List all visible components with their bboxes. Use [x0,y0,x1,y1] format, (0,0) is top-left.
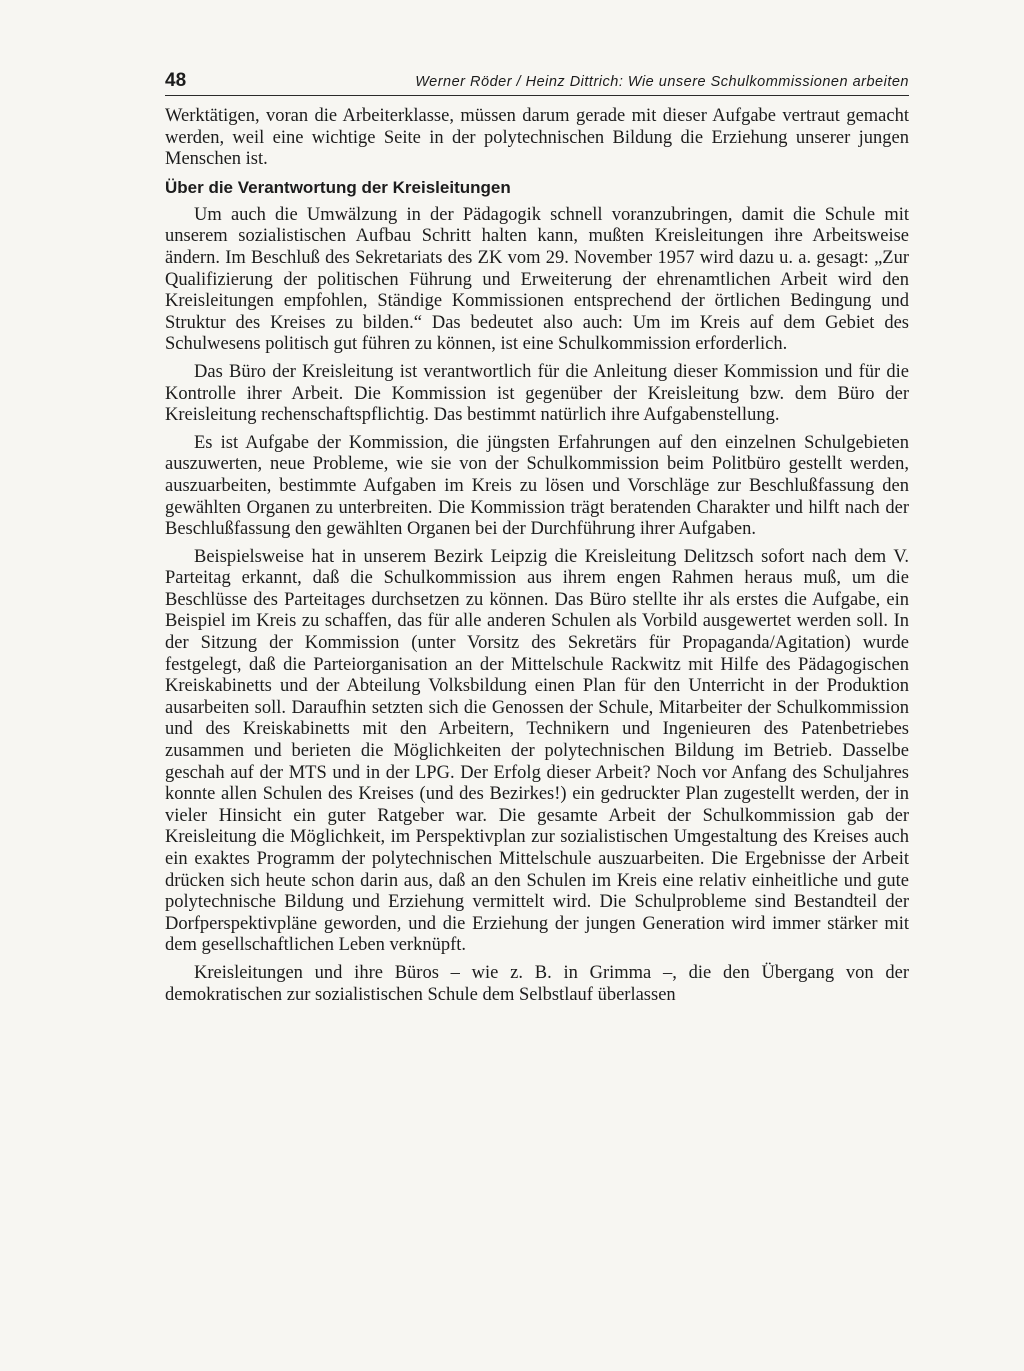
section-heading: Über die Verantwortung der Kreisleitungen [165,177,511,197]
paragraph: Um auch die Umwälzung in der Pädagogik schnell voranzubringen, damit die Schule mit unserem sozialistischen Aufbau Schritt halten kann, mußten Kreisleitungen ihre Arbeitsweise ändern. Im Beschluß des Sekretariats des ZK vom 29. November 1957 wird dazu u. a. gesagt: „Zur Qualifizierung der politischen Führung und Erweiterung der ehrenamtlichen Arbeit wird den Kreisleitungen empfohlen, Ständige Kommissionen entsprechend der örtlichen Bedingung und Struktur des Kreises zu bilden.“ Das bedeutet also auch: Um im Kreis auf dem Gebiet des Schulwesens politisch gut führen zu können, ist eine Schulkommission erforderlich. [165,204,909,355]
page-number: 48 [165,70,187,91]
body-text [165,106,909,1006]
paragraph: Beispielsweise hat in unserem Bezirk Leipzig die Kreisleitung Delitzsch sofort nach dem V. Parteitag erkannt, daß die Schulkommission aus ihrem engen Rahmen heraus muß, um die Beschlüsse des Parteitages durchsetzen zu können. Das Büro stellte ihr als erstes die Aufgabe, ein Beispiel im Kreis zu schaffen, das für alle anderen Schulen als Vorbild ausgewertet werden soll. In der Sitzung der Kommission (unter Vorsitz des Sekretärs für Propaganda/Agitation) wurde festgelegt, daß die Parteiorganisation an der Mittelschule Rackwitz mit Hilfe des Pädagogischen Kreiskabinetts und der Abteilung Volksbildung einen Plan für den Unterricht in der Produktion ausarbeiten soll. Daraufhin setzten sich die Genossen der Schule, Mitarbeiter der Schulkommission und des Kreiskabinetts mit den Arbeitern, Technikern und Ingenieuren des Patenbetriebes zusammen und berieten die Möglichkeiten der polytechnischen Bildung im Betrieb. Dasselbe geschah auf der MTS und in der LPG. Der Erfolg dieser Arbeit? Noch vor Anfang des Schuljahres konnte allen Schulen des Kreises (und des Bezirkes!) ein gedruckter Plan zugestellt werden, der in vieler Hinsicht ein guter Ratgeber war. Die gesamte Arbeit der Schulkommission gab der Kreisleitung die Möglichkeit, im Perspektivplan zur sozialistischen Umgestaltung des Kreises auch ein exaktes Programm der polytechnischen Mittelschule auszuarbeiten. Die Ergebnisse der Arbeit drücken sich heute schon darin aus, daß an den Schulen im Kreis eine relativ einheitliche und gute polytechnische Bildung und Erziehung vermittelt wird. Die Schulprobleme sind Bestandteil der Dorfperspektivpläne geworden, und die Erziehung der jungen Generation wird immer stärker mit dem gesellschaftlichen Leben verknüpft. [165,546,909,956]
running-title: Werner Röder / Heinz Dittrich: Wie unsere Schulkommissionen arbeiten [415,74,909,90]
paragraph: Das Büro der Kreisleitung ist verantwortlich für die Anleitung dieser Kommission und für die Kontrolle ihrer Arbeit. Die Kommission ist gegenüber der Kreisleitung bzw. dem Büro der Kreisleitung rechenschaftspflichtig. Das bestimmt natürlich ihre Aufgabenstellung. [165,361,909,426]
paragraph: Es ist Aufgabe der Kommission, die jüngsten Erfahrungen auf den einzelnen Schulgebieten auszuwerten, neue Probleme, wie sie von der Schulkommission beim Politbüro gestellt werden, auszuarbeiten, bestimmte Aufgaben im Kreis zu lösen und Vorschläge zur Beschlußfassung den gewählten Organen zu unterbreiten. Die Kommission trägt beratenden Charakter und hilft nach der Beschlußfassung den gewählten Organen bei der Durchführung ihrer Aufgaben. [165,432,909,540]
book-page [165,70,909,1012]
paragraph-continued: Werktätigen, voran die Arbeiterklasse, müssen darum gerade mit dieser Aufgabe vertraut gemacht werden, weil eine wichtige Seite in der polytechnischen Bildung die Erziehung unserer jungen Menschen ist. [165,106,909,170]
running-header [165,70,909,96]
paragraph: Kreisleitungen und ihre Büros – wie z. B. in Grimma –, die den Übergang von der demokratischen zur sozialistischen Schule dem Selbstlauf überlassen [165,962,909,1005]
